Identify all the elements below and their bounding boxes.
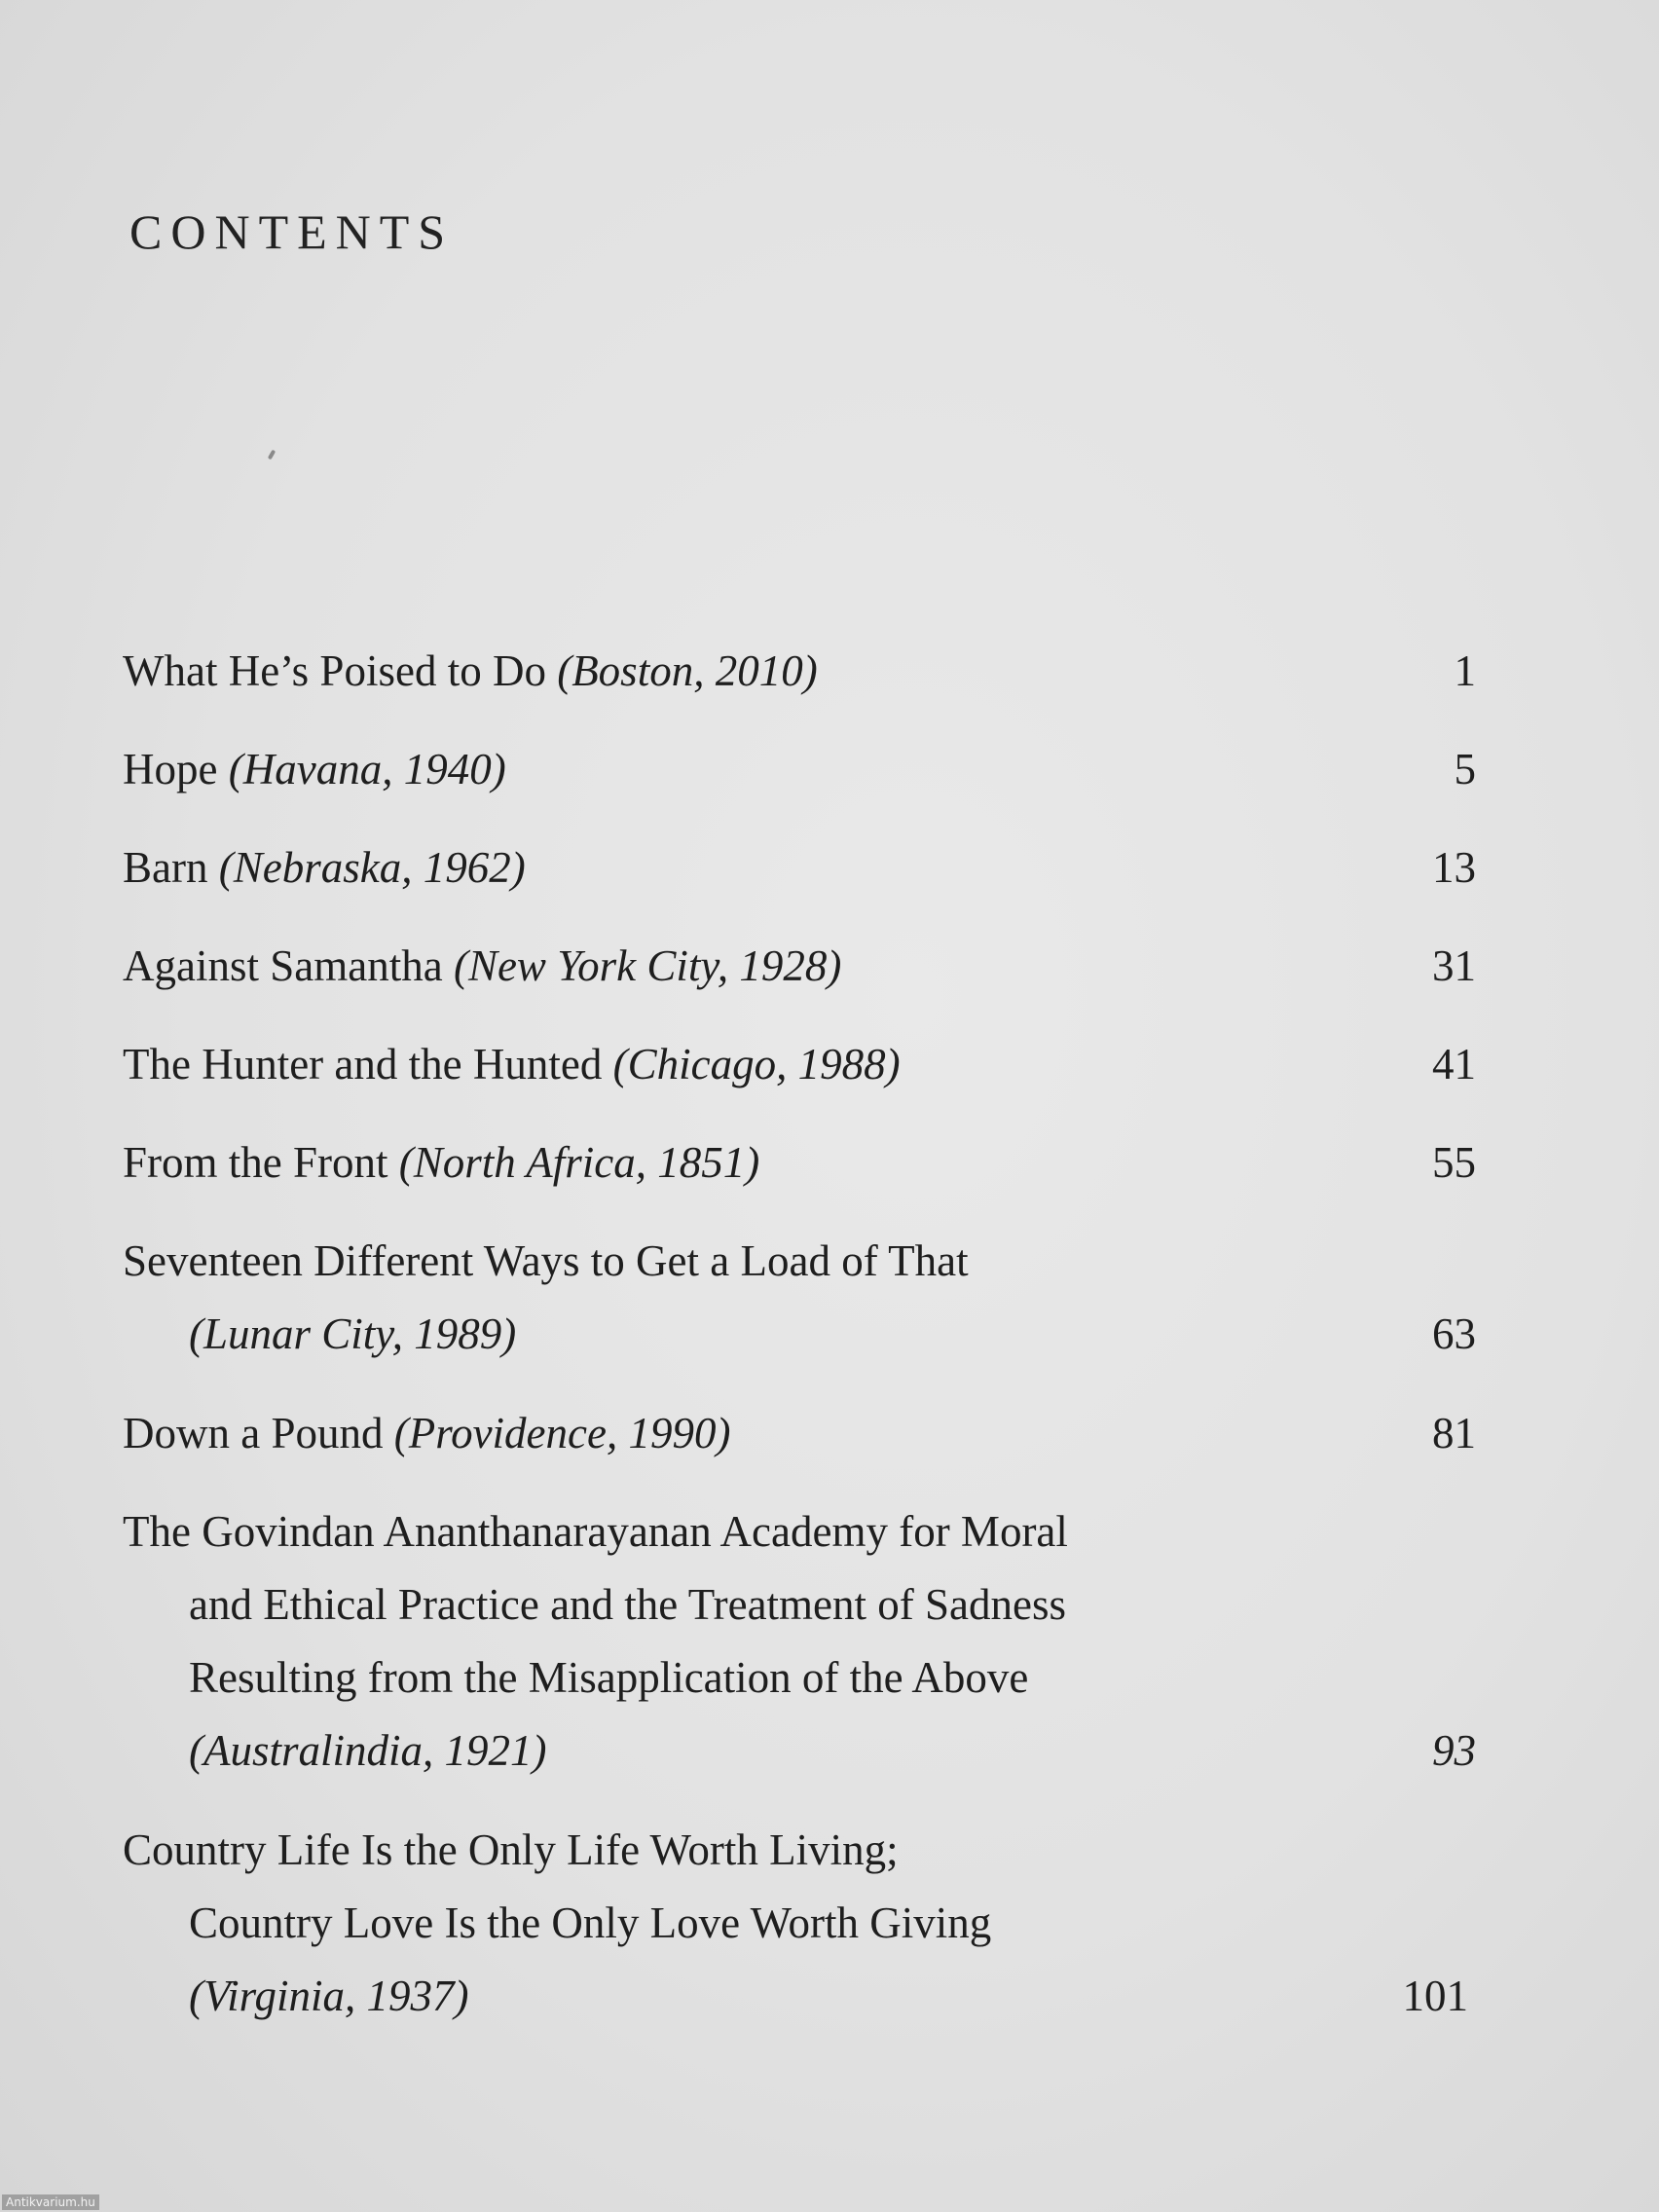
entry-line (123, 635, 1476, 708)
entry-page-number: 101 (1402, 1972, 1468, 2020)
entry-place: (Lunar City, 1989) (189, 1309, 517, 1358)
entry-line (123, 1397, 1476, 1470)
entry-line (123, 1298, 1476, 1371)
toc-entry (123, 1397, 1476, 1470)
entry-place: (Chicago, 1988) (612, 1040, 901, 1088)
entry-title: Hope (123, 745, 229, 793)
entry-line (123, 1495, 1476, 1568)
entry-line (123, 930, 1476, 1003)
entry-title: and Ethical Practice and the Treatment of Sadness (189, 1580, 1067, 1629)
entry-title: Against Samantha (123, 941, 454, 990)
entry-page-number: 41 (1432, 1040, 1476, 1088)
toc-entry (123, 831, 1476, 904)
entry-line (123, 1028, 1476, 1101)
entry-title: Resulting from the Misapplication of the Above (189, 1653, 1029, 1702)
entry-line (123, 1960, 1476, 2033)
entry-place: (Australindia, 1921) (189, 1726, 547, 1775)
entry-title: What He’s Poised to Do (123, 646, 558, 695)
entry-page-number: 63 (1432, 1309, 1476, 1358)
entry-line (123, 1641, 1476, 1714)
entry-title: The Hunter and the Hunted (123, 1040, 613, 1088)
entry-place: (Providence, 1990) (393, 1409, 731, 1457)
watermark: Antikvarium.hu (2, 2194, 99, 2210)
entry-title: Seventeen Different Ways to Get a Load of That (123, 1236, 969, 1285)
entry-line (123, 1225, 1476, 1298)
toc-entry (123, 1814, 1476, 2033)
toc-entry (123, 930, 1476, 1003)
entry-place: (Havana, 1940) (228, 745, 506, 793)
paper-speck (268, 450, 276, 461)
toc-entry (123, 1225, 1476, 1371)
entry-line (123, 1568, 1476, 1641)
toc-entry (123, 1126, 1476, 1199)
entry-place: (New York City, 1928) (453, 941, 842, 990)
entry-place: (Nebraska, 1962) (218, 843, 526, 892)
entry-line (123, 831, 1476, 904)
entry-line (123, 1714, 1476, 1788)
entry-title: Country Life Is the Only Life Worth Living; (123, 1825, 899, 1874)
entry-line (123, 733, 1476, 806)
entry-page-number: 13 (1432, 843, 1476, 892)
entry-title: The Govindan Ananthanarayanan Academy for Moral (123, 1507, 1068, 1556)
toc-entry (123, 733, 1476, 806)
entry-line (123, 1126, 1476, 1199)
entry-title: From the Front (123, 1138, 399, 1187)
entry-line (123, 1887, 1476, 1960)
entry-page-number: 5 (1454, 745, 1476, 793)
toc-entry (123, 1495, 1476, 1788)
contents-heading: CONTENTS (129, 204, 455, 259)
entry-page-number: 93 (1432, 1726, 1476, 1775)
entry-line (123, 1814, 1476, 1887)
entry-place: (North Africa, 1851) (398, 1138, 760, 1187)
entry-title: Down a Pound (123, 1409, 394, 1457)
entry-title: Country Love Is the Only Love Worth Giving (189, 1899, 992, 1947)
entry-place: (Virginia, 1937) (189, 1972, 469, 2020)
entry-title: Barn (123, 843, 219, 892)
toc-entry (123, 635, 1476, 708)
entry-place: (Boston, 2010) (557, 646, 818, 695)
entry-page-number: 81 (1432, 1409, 1476, 1457)
entry-page-number: 31 (1432, 941, 1476, 990)
toc-entry (123, 1028, 1476, 1101)
entry-page-number: 55 (1432, 1138, 1476, 1187)
entry-page-number: 1 (1454, 646, 1476, 695)
